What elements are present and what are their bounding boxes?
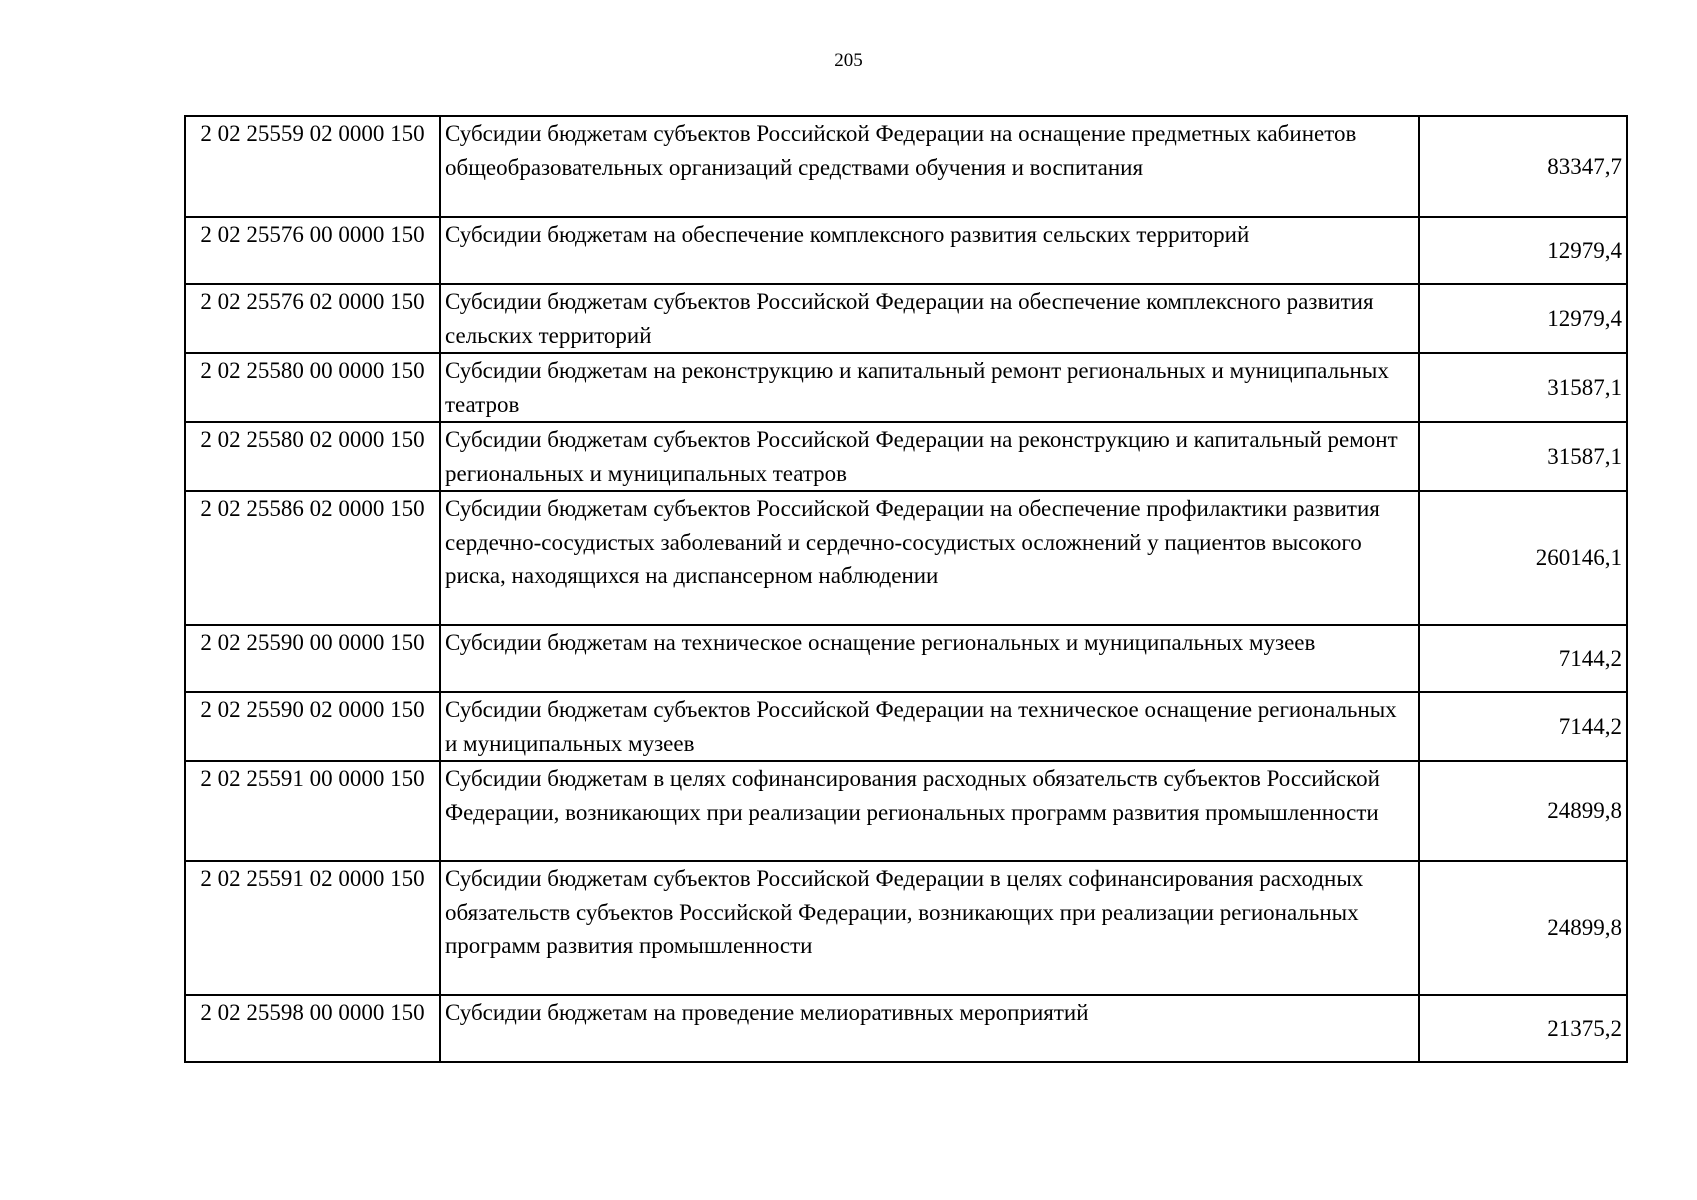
table-row [185, 422, 1627, 491]
table-row [185, 625, 1627, 692]
table-row [185, 861, 1627, 995]
table-row [185, 217, 1627, 284]
amount-cell: 31587,1 [1419, 422, 1627, 491]
table-row [185, 995, 1627, 1062]
budget-code-cell: 2 02 25580 02 0000 150 [185, 422, 440, 491]
subsidy-name-cell: Субсидии бюджетам на обеспечение комплексного развития сельских территорий [440, 217, 1419, 284]
table-row [185, 284, 1627, 353]
subsidy-name-cell: Субсидии бюджетам на техническое оснащение региональных и муниципальных музеев [440, 625, 1419, 692]
table-row [185, 353, 1627, 422]
budget-code-cell: 2 02 25590 00 0000 150 [185, 625, 440, 692]
amount-cell: 7144,2 [1419, 625, 1627, 692]
amount-cell: 21375,2 [1419, 995, 1627, 1062]
subsidy-name-cell: Субсидии бюджетам субъектов Российской Федерации в целях софинансирования расходных обязательств субъектов Российской Федерации, возникающих при реализации региональных программ развития промышленности [440, 861, 1419, 995]
subsidy-name-cell: Субсидии бюджетам субъектов Российской Федерации на реконструкцию и капитальный ремонт региональных и муниципальных театров [440, 422, 1419, 491]
budget-code-cell: 2 02 25580 00 0000 150 [185, 353, 440, 422]
table-row [185, 116, 1627, 217]
page-number: 205 [834, 50, 863, 71]
amount-cell: 31587,1 [1419, 353, 1627, 422]
budget-code-cell: 2 02 25598 00 0000 150 [185, 995, 440, 1062]
table-row [185, 692, 1627, 761]
amount-cell: 24899,8 [1419, 761, 1627, 861]
budget-code-cell: 2 02 25559 02 0000 150 [185, 116, 440, 217]
subsidy-name-cell: Субсидии бюджетам субъектов Российской Федерации на обеспечение комплексного развития сельских территорий [440, 284, 1419, 353]
budget-code-cell: 2 02 25591 02 0000 150 [185, 861, 440, 995]
subsidy-name-cell: Субсидии бюджетам субъектов Российской Федерации на обеспечение профилактики развития сердечно-сосудистых заболеваний и сердечно-сосудистых осложнений у пациентов высокого риска, находящихся на диспансерном наблюдении [440, 491, 1419, 625]
budget-code-cell: 2 02 25586 02 0000 150 [185, 491, 440, 625]
table-row [185, 761, 1627, 861]
budget-code-cell: 2 02 25591 00 0000 150 [185, 761, 440, 861]
subsidy-name-cell: Субсидии бюджетам в целях софинансирования расходных обязательств субъектов Российской Федерации, возникающих при реализации региональных программ развития промышленности [440, 761, 1419, 861]
budget-code-cell: 2 02 25576 02 0000 150 [185, 284, 440, 353]
budget-code-cell: 2 02 25590 02 0000 150 [185, 692, 440, 761]
subsidy-name-cell: Субсидии бюджетам субъектов Российской Федерации на техническое оснащение региональных и муниципальных музеев [440, 692, 1419, 761]
table-row [185, 491, 1627, 625]
amount-cell: 83347,7 [1419, 116, 1627, 217]
budget-revenue-table [184, 115, 1628, 1063]
amount-cell: 12979,4 [1419, 284, 1627, 353]
subsidy-name-cell: Субсидии бюджетам на реконструкцию и капитальный ремонт региональных и муниципальных театров [440, 353, 1419, 422]
amount-cell: 260146,1 [1419, 491, 1627, 625]
amount-cell: 24899,8 [1419, 861, 1627, 995]
amount-cell: 7144,2 [1419, 692, 1627, 761]
subsidy-name-cell: Субсидии бюджетам на проведение мелиоративных мероприятий [440, 995, 1419, 1062]
budget-code-cell: 2 02 25576 00 0000 150 [185, 217, 440, 284]
amount-cell: 12979,4 [1419, 217, 1627, 284]
subsidy-name-cell: Субсидии бюджетам субъектов Российской Федерации на оснащение предметных кабинетов общеобразовательных организаций средствами обучения и воспитания [440, 116, 1419, 217]
